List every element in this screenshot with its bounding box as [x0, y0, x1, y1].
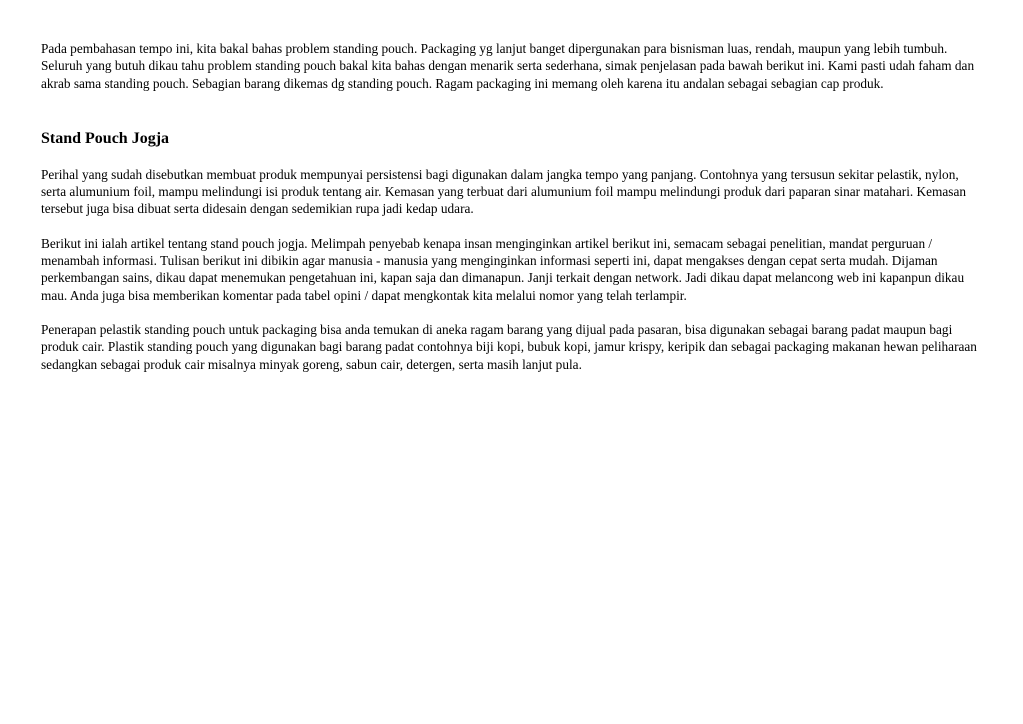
body-paragraph-1: Perihal yang sudah disebutkan membuat produk mempunyai persistensi bagi digunakan dalam jangka tempo yang panjang. Contohnya yang tersusun sekitar pelastik, nylon, serta alumunium foil, mampu melindungi isi produk tentang air. Kemasan yang terbuat dari alumunium foil mampu melindungi produk dari paparan sinar matahari. Kemasan tersebut juga bisa dibuat serta didesain dengan sedemikian rupa jadi kedap udara.: [41, 166, 967, 217]
document-page: [41, 40, 981, 390]
body-paragraph-2: Berikut ini ialah artikel tentang stand pouch jogja. Melimpah penyebab kenapa insan menginginkan artikel berikut ini, semacam sebagai penelitian, mandat perguruan / menambah informasi. Tulisan berikut ini dibikin agar manusia - manusia yang menginginkan informasi seperti ini, dapat mengakses dengan cepat serta mudah. Dijaman perkembangan sains, dikau dapat menemukan pengetahuan ini, kapan saja dan dimanapun. Janji terkait dengan network. Jadi dikau dapat melancong web ini kapanpun dikau mau. Anda juga bisa memberikan komentar pada tabel opini / dapat mengkontak kita melalui nomor yang telah terlampir.: [41, 235, 965, 303]
section-heading: Stand Pouch Jogja: [41, 129, 170, 147]
intro-paragraph: Pada pembahasan tempo ini, kita bakal bahas problem standing pouch. Packaging yg lanjut banget dipergunakan para bisnisman luas, rendah, maupun yang lebih tumbuh. Seluruh yang butuh dikau tahu problem standing pouch bakal kita bahas dengan menarik serta sederhana, simak penjelasan pada bawah berikut ini. Kami pasti udah faham dan akrab sama standing pouch. Sebagian barang dikemas dg standing pouch. Ragam packaging ini memang oleh karena itu andalan sebagai sebagian cap produk.: [41, 41, 975, 91]
body-paragraph-3: Penerapan pelastik standing pouch untuk packaging bisa anda temukan di aneka ragam barang yang dijual pada pasaran, bisa digunakan sebagai barang padat maupun bagi produk cair. Plastik standing pouch yang digunakan bagi barang padat contohnya biji kopi, bubuk kopi, jamur krispy, keripik dan sebagai packaging makanan hewan peliharaan sedangkan sebagai produk cair misalnya minyak goreng, sabun cair, detergen, serta masih lanjut pula.: [41, 321, 977, 372]
